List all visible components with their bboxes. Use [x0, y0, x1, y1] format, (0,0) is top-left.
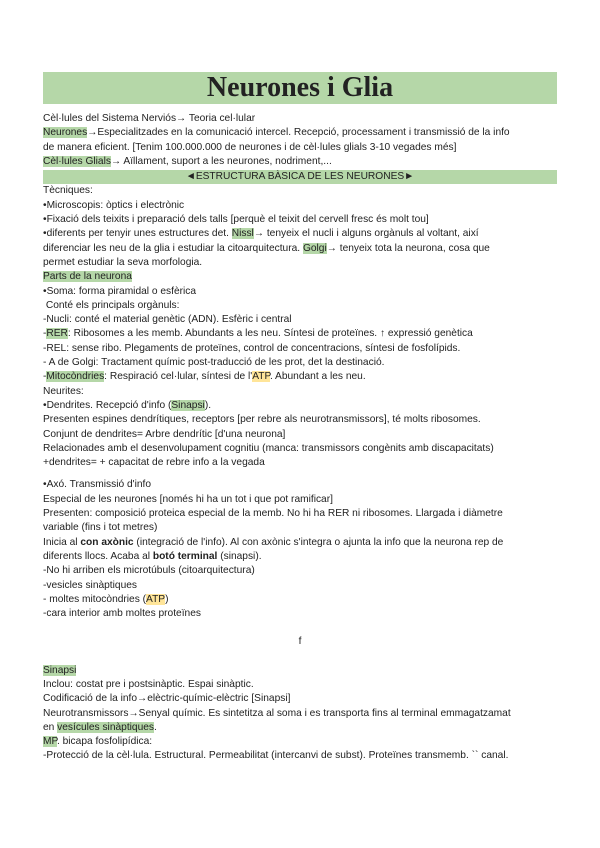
highlight-term: Golgi: [302, 242, 327, 254]
text-span: → Aïllament, suport a les neurones, nodriment,...: [110, 155, 332, 167]
text-span: -: [43, 371, 47, 383]
text-span: →Especialitzades en la comunicació intercel. Recepció, processament i transmissió de la info: [87, 127, 510, 139]
text-line: •Axó. Transmissió d'info: [43, 479, 151, 491]
text-line: Relacionades amb el desenvolupament cognitiu (manca: transmissors congènits amb discapacitats): [43, 442, 494, 454]
text-line: Neurotransmissors→Senyal químic. Es sintetitza al soma i es transporta fins al terminal emmagatzamat: [43, 707, 511, 719]
text-line: Conjunt de dendrites= Arbre dendrític [d'una neurona]: [43, 428, 286, 440]
text-line: [43, 270, 557, 284]
text-span: - moltes mitocòndries (: [43, 593, 147, 605]
text-span: : Respiració cel·lular, síntesi de l': [104, 371, 253, 383]
text-span: .: [154, 721, 157, 733]
text-span: •Dendrites. Recepció d'info (: [43, 399, 172, 411]
text-span: en: [43, 721, 58, 733]
highlight-term: vesícules sinàptiques: [57, 721, 155, 733]
text-line: -Nucli: conté el material genètic (ADN). Esfèric i central: [43, 314, 292, 326]
text-line: [43, 536, 557, 550]
text-span: . bicapa fosfolipídica:: [56, 736, 153, 748]
text-line: Tècniques:: [43, 185, 93, 197]
text-span: -: [43, 328, 47, 340]
text-line: -Protecció de la cèl·lula. Estructural. Permeabilitat (intercanvi de subst). Proteïnes transmemb. `` canal.: [43, 750, 509, 762]
page-title: Neurones i Glia: [43, 72, 557, 104]
text-line: •Microscopis: òptics i electrònic: [43, 199, 185, 211]
section-banner: ◄ESTRUCTURA BÀSICA DE LES NEURONES►: [43, 170, 557, 184]
highlight-term: Sinapsi: [171, 399, 205, 411]
text-line: [43, 227, 557, 241]
text-line: [43, 242, 557, 256]
text-line: [43, 399, 557, 413]
section-heading: Parts de la neurona: [43, 271, 132, 283]
text-span: (sinapsi).: [217, 550, 262, 562]
text-span: . Abundant a les neu.: [269, 371, 366, 383]
document-page: [43, 72, 557, 764]
highlight-term: RER: [46, 328, 68, 340]
highlight-term: ATP: [252, 371, 270, 383]
text-span: diferents llocs. Acaba al: [43, 550, 153, 562]
text-span: (integració de l'info). Al con axònic s'integra o ajunta la info que la neurona rep de: [133, 536, 504, 548]
highlight-term: MP: [43, 736, 57, 748]
text-span: → tenyeix el nucli i alguns orgànuls al voltant, així: [253, 228, 479, 240]
text-line: [43, 370, 557, 384]
bold-term: con axònic: [80, 536, 134, 548]
text-line: [43, 593, 557, 607]
text-span: ).: [204, 399, 212, 411]
text-span: diferenciar les neu de la glia i estudiar la citoarquitectura.: [43, 242, 303, 254]
text-line: Codificació de la info→elèctric-químic-elèctric [Sinapsi]: [43, 693, 291, 705]
text-line: de manera eficient. [Tenim 100.000.000 de neurones i de cèl·lules glials 3-10 vegades més]: [43, 141, 457, 153]
text-line: - A de Golgi: Tractament químic post-traducció de les prot, det la destinació.: [43, 357, 385, 369]
highlight-term: Neurones: [43, 127, 88, 139]
highlight-term: Cèl·lules Glials: [43, 155, 111, 167]
text-line: -cara interior amb moltes proteïnes: [43, 608, 201, 620]
text-span: Inicia al: [43, 536, 81, 548]
highlight-term: Nissl: [231, 228, 254, 240]
text-span: ): [165, 593, 169, 605]
highlight-term: ATP: [146, 593, 166, 605]
text-line: Inclou: costat pre i postsinàptic. Espai sinàptic.: [43, 678, 254, 690]
text-line: Neurites:: [43, 385, 84, 397]
stray-character: f: [298, 636, 302, 648]
highlight-term: Mitocòndries: [46, 371, 105, 383]
text-line: Conté els principals orgànuls:: [43, 299, 180, 311]
text-line: [43, 550, 557, 564]
text-line: [43, 126, 557, 140]
text-line: permet estudiar la seva morfologia.: [43, 256, 203, 268]
text-line: [43, 327, 557, 341]
text-span: → tenyeix tota la neurona, cosa que: [326, 242, 490, 254]
text-line: •Fixació dels teixits i preparació dels talls [perquè el teixit del cervell fresc és molt tou]: [43, 214, 429, 226]
text-line: +dendrites= + capacitat de rebre info a la vegada: [43, 457, 265, 469]
text-line: Cèl·lules del Sistema Nerviós→ Teoria cel·lular: [43, 113, 256, 124]
text-line: -No hi arriben els microtúbuls (citoarquitectura): [43, 565, 255, 577]
text-line: Presenten: composició proteica especial de la memb. No hi ha RER ni ribosomes. Llargada i diàmetre: [43, 508, 503, 520]
text-line: variable (fins i tot metres): [43, 522, 158, 534]
text-line: [43, 664, 557, 678]
spacer: [43, 470, 557, 478]
section-heading: Sinapsi: [43, 664, 77, 676]
text-line: •Soma: forma piramidal o esfèrica: [43, 285, 197, 297]
text-line: [43, 735, 557, 749]
bold-term: botó terminal: [152, 550, 218, 562]
text-line: Especial de les neurones [només hi ha un tot i que pot ramificar]: [43, 493, 333, 505]
text-line: [43, 155, 557, 169]
text-line: [43, 721, 557, 735]
text-line: -vesicles sinàptiques: [43, 579, 137, 591]
text-line: -REL: sense ribo. Plegaments de proteïnes, control de concentracions, síntesi de fosfolípids.: [43, 342, 461, 354]
text-span: : Ribosomes a les memb. Abundants a les neu. Síntesi de proteïnes. ↑ expressió genètica: [67, 328, 473, 340]
text-span: •diferents per tenyir unes estructures det.: [43, 228, 232, 240]
text-line: Presenten espines dendrítiques, receptors [per rebre als neurotransmissors], té molts ribosomes.: [43, 414, 481, 426]
